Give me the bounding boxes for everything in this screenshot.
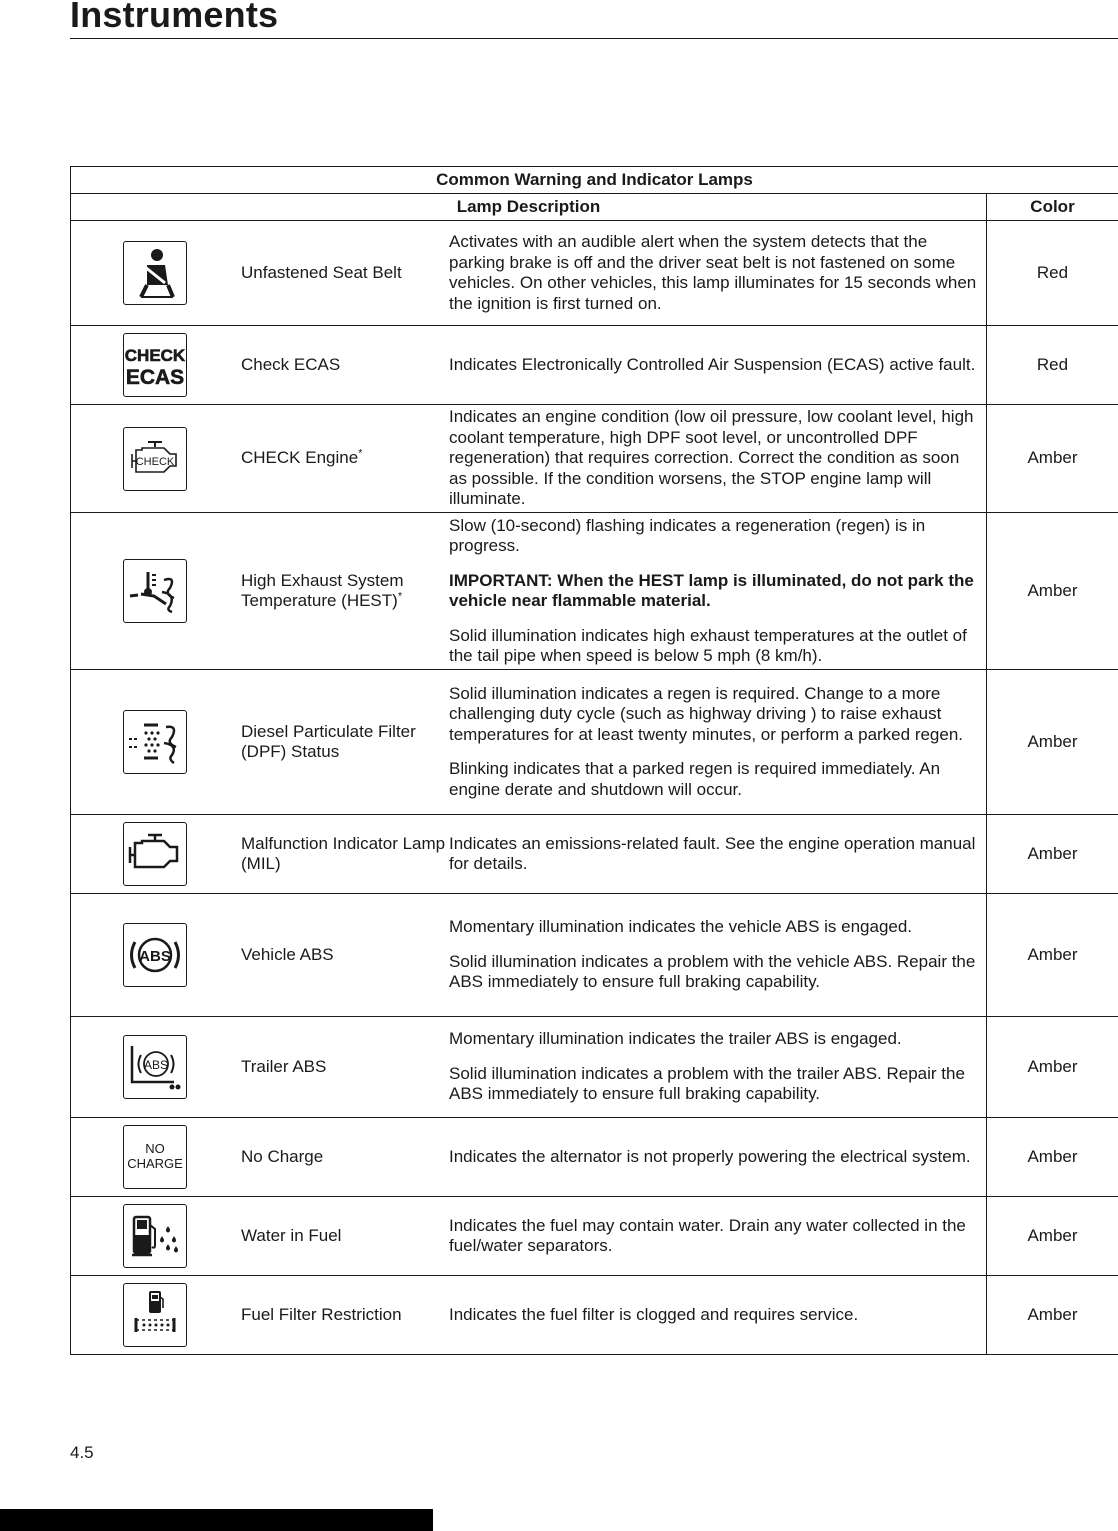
- check-ecas-icon: [123, 333, 187, 397]
- lamp-description: Slow (10-second) flashing indicates a regeneration (regen) is in progress. IMPORTANT: When the HEST lamp is illuminated, do not park the vehicle near flammable material. Solid illumination indicates high exhaust temperatures at the outlet of the tail pipe when speed is below 5 mph (8 km/h).: [449, 515, 974, 665]
- lamp-color: Amber: [987, 670, 1118, 815]
- lamp-name: High Exhaust System Temperature (HEST)*: [241, 570, 404, 610]
- mil-engine-icon: [123, 822, 187, 886]
- lamp-color: Amber: [987, 815, 1118, 894]
- lamp-color: Red: [987, 326, 1118, 405]
- water-in-fuel-icon: [123, 1204, 187, 1268]
- lamp-description: Activates with an audible alert when the system detects that the parking brake is off and the driver seat belt is not fastened on some vehicles. On other vehicles, this lamp illuminates for 15 seconds when the ignition is first turned on.: [449, 232, 977, 313]
- table-row: [71, 1276, 1118, 1355]
- lamp-description: Solid illumination indicates a regen is required. Change to a more challenging duty cycle (such as highway driving ) to raise exhaust temperatures for at least twenty minutes, or perform a parked regen. Blinking indicates that a parked regen is required immediately. An engine derate and shutdown will occur.: [449, 683, 964, 799]
- lamp-color: Amber: [987, 1276, 1118, 1355]
- seat-belt-icon: [123, 241, 187, 305]
- lamp-color: Amber: [987, 894, 1118, 1017]
- table-row: [71, 405, 1118, 513]
- fuel-filter-icon: [123, 1283, 187, 1347]
- table-row: [71, 815, 1118, 894]
- table-row: [71, 894, 1118, 1017]
- table-caption: Common Warning and Indicator Lamps: [71, 167, 1118, 194]
- hest-icon: [123, 559, 187, 623]
- svg-text:CHECK: CHECK: [124, 346, 186, 365]
- svg-text:NO: NO: [145, 1141, 165, 1156]
- lamp-color: Amber: [987, 1197, 1118, 1276]
- check-engine-icon: [123, 427, 187, 491]
- lamp-name: Water in Fuel: [241, 1225, 342, 1245]
- lamp-color: Amber: [987, 513, 1118, 670]
- lamp-name: Vehicle ABS: [241, 944, 334, 964]
- svg-text:CHECK: CHECK: [135, 455, 175, 468]
- dpf-status-icon: [123, 710, 187, 774]
- lamp-description: Indicates an engine condition (low oil pressure, low coolant level, high coolant temperature, high DPF soot level, or uncontrolled DPF regeneration) that requires correction. Correct the condition as soon as possible. If the condition worsens, the STOP engine lamp will illuminate.: [449, 407, 974, 509]
- lamp-description: Momentary illumination indicates the vehicle ABS is engaged. Solid illumination indicates a problem with the vehicle ABS. Repair the ABS immediately to ensure full braking capability.: [449, 917, 976, 992]
- table-row: [71, 1017, 1118, 1118]
- lamp-description: Momentary illumination indicates the trailer ABS is engaged. Solid illumination indicates a problem with the trailer ABS. Repair the ABS immediately to ensure full braking capability.: [449, 1029, 965, 1104]
- no-charge-icon: [123, 1125, 187, 1189]
- trailer-abs-icon: [123, 1035, 187, 1099]
- vehicle-abs-icon: [123, 923, 187, 987]
- lamp-name: Diesel Particulate Filter (DPF) Status: [241, 721, 416, 761]
- table-row: [71, 326, 1118, 405]
- table-row: [71, 670, 1118, 815]
- lamp-name: Trailer ABS: [241, 1056, 327, 1076]
- table-row: [71, 221, 1118, 326]
- lamp-color: Amber: [987, 1118, 1118, 1197]
- lamp-name: Check ECAS: [241, 354, 341, 374]
- svg-text:CHARGE: CHARGE: [127, 1156, 183, 1171]
- table-row: [71, 1197, 1118, 1276]
- lamp-description: Indicates the fuel filter is clogged and requires service.: [449, 1304, 859, 1324]
- footer-bar: [0, 1509, 433, 1531]
- lamp-color: Red: [987, 221, 1118, 326]
- svg-text:ABS: ABS: [143, 1058, 169, 1072]
- warning-lamps-table: [70, 166, 1118, 1355]
- svg-text:ECAS: ECAS: [125, 366, 185, 389]
- lamp-color: Amber: [987, 1017, 1118, 1118]
- table-row: [71, 513, 1118, 670]
- lamp-name: CHECK Engine*: [241, 447, 363, 468]
- lamp-description: Indicates Electronically Controlled Air Suspension (ECAS) active fault.: [449, 354, 976, 374]
- lamp-description: Indicates an emissions-related fault. See the engine operation manual for details.: [449, 833, 976, 873]
- lamp-description: Indicates the fuel may contain water. Drain any water collected in the fuel/water separators.: [449, 1215, 966, 1255]
- title-divider: [70, 38, 1118, 39]
- lamp-name: Unfastened Seat Belt: [241, 262, 402, 282]
- lamp-name: Fuel Filter Restriction: [241, 1304, 402, 1324]
- column-header-color: Color: [987, 194, 1118, 221]
- lamp-description: Indicates the alternator is not properly powering the electrical system.: [449, 1146, 971, 1166]
- lamp-color: Amber: [987, 405, 1118, 513]
- table-row: [71, 1118, 1118, 1197]
- page-title: Instruments: [70, 0, 279, 35]
- svg-text:ABS: ABS: [139, 948, 171, 965]
- column-header-lamp-description: Lamp Description: [71, 194, 987, 221]
- lamp-name: No Charge: [241, 1146, 324, 1166]
- lamp-name: Malfunction Indicator Lamp (MIL): [241, 833, 446, 873]
- page-number: 4.5: [70, 1443, 94, 1462]
